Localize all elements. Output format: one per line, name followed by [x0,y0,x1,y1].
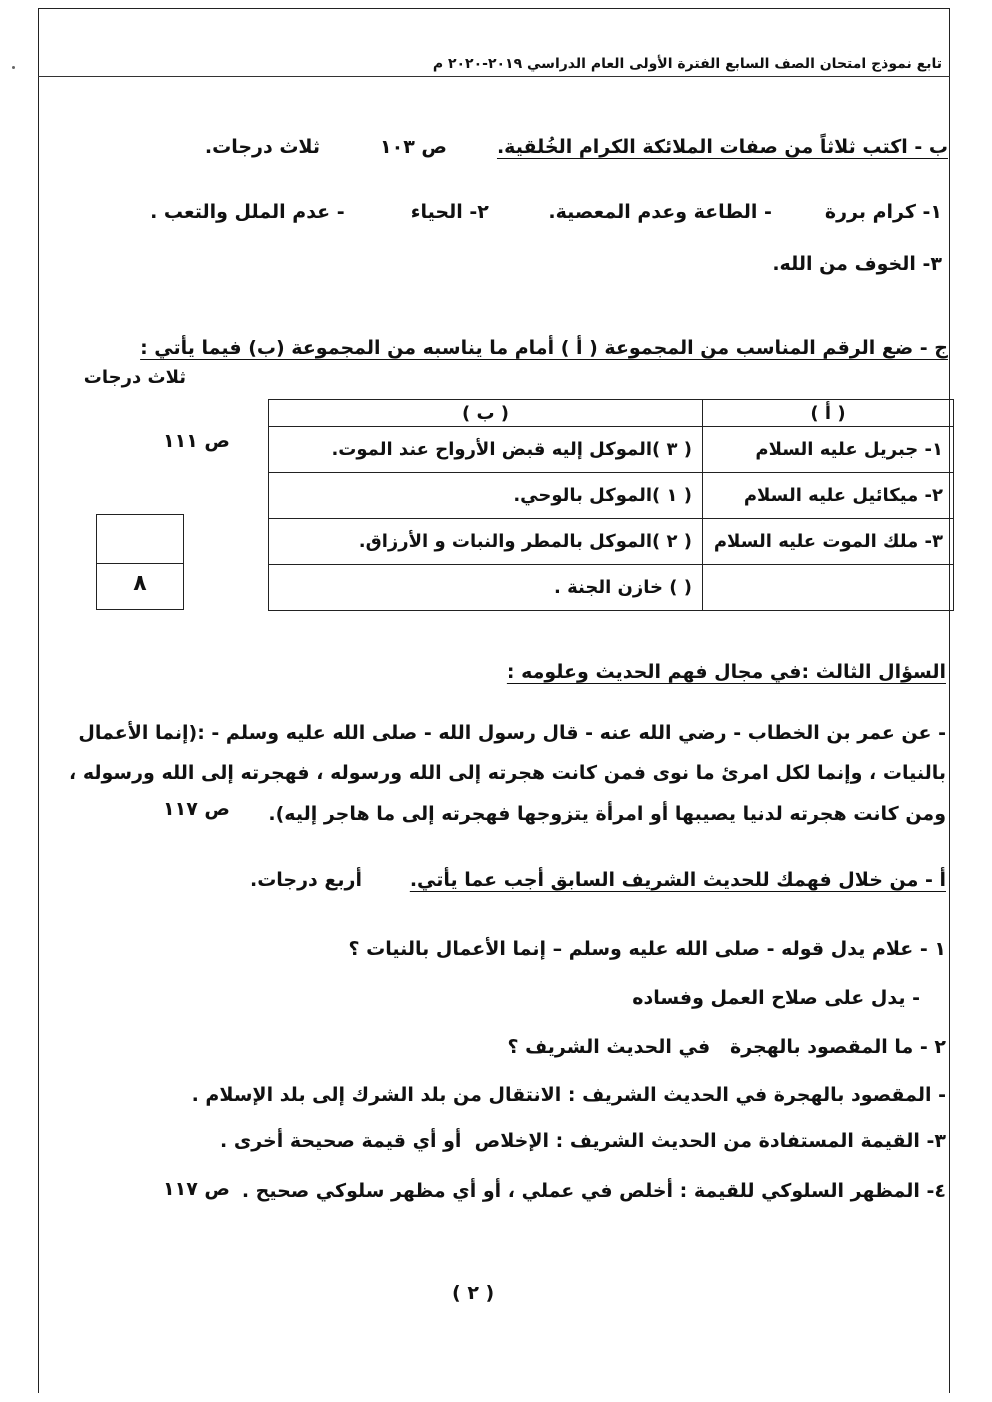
section-c-prompt [140,337,948,359]
section-b-prompt-text: ب - اكتب ثلاثاً من صفات الملائكة الكرام الخُلقية. [496,136,948,158]
exam-header: تابع نموذج امتحان الصف السابع الفترة الأولى العام الدراسي ٢٠١٩-٢٠٢٠ م [432,56,942,72]
question3-title [507,661,946,683]
matching-table-header-row [269,400,954,427]
column-a-cell [703,565,954,611]
section-b-page-ref: ص ١٠٣ [380,136,447,158]
hadith-line2: بالنيات ، وإنما لكل امرئ ما نوى فمن كانت هجرته إلى الله ورسوله ، فهجرته إلى الله ورسوله ، [69,762,946,784]
hadith-line3: ومن كانت هجرته لدنيا يصيبها أو امرأة يتزوجها فهجرته إلى ما هاجر إليه). [268,803,946,825]
section-b-marks: ثلاث درجات. [204,136,320,158]
table-row [269,519,954,565]
hadith-page-ref: ص ١١٧ [163,798,230,820]
section-c-marks: ثلاث درجات [83,367,186,388]
question-4-page-ref: ص ١١٧ [163,1178,230,1200]
grade-value: ٨ [133,571,147,596]
part-a-prompt [410,869,946,891]
part-a-marks: أربع درجات. [249,869,362,891]
question-1: ١ - علام يدل قوله - صلى الله عليه وسلم – إنما الأعمال بالنيات ؟ [348,938,946,960]
header-rule [38,76,950,77]
column-b-cell: ( ١ )الموكل بالوحي. [269,473,703,519]
section-b-answer-line2: ٣- الخوف من الله. [772,253,942,275]
table-row [269,565,954,611]
section-b-prompt [497,136,948,158]
column-b-cell: ( ) خازن الجنة . [269,565,703,611]
answer-1: - يدل على صلاح العمل وفساده [632,987,920,1009]
column-b-cell: ( ٣ )الموكل إليه قبض الأرواح عند الموت. [269,427,703,473]
question-4: ٤- المظهر السلوكي للقيمة : أخلص في عملي ، أو أي مظهر سلوكي صحيح . [241,1180,946,1202]
table-row [269,427,954,473]
column-a-cell: ٢- ميكائيل عليه السلام [703,473,954,519]
grade-box [96,514,184,610]
column-a-cell: ٣- ملك الموت عليه السلام [703,519,954,565]
question-3: ٣- القيمة المستفادة من الحديث الشريف : الإخلاص أو أي قيمة صحيحة أخرى . [219,1130,946,1152]
question3-title-text: السؤال الثالث :في مجال فهم الحديث وعلومه : [506,661,946,683]
column-b-cell: ( ٢ )الموكل بالمطر والنبات و الأرزاق. [269,519,703,565]
matching-table [268,399,954,611]
question-2: ٢ - ما المقصود بالهجرة في الحديث الشريف ؟ [507,1036,946,1058]
page-number: ( ٢ ) [452,1282,495,1304]
hadith-line1: - عن عمر بن الخطاب - رضي الله عنه - قال رسول الله - صلى الله عليه وسلم - :(إنما الأعمال [78,722,946,744]
column-a-header: ( أ ) [703,400,954,427]
part-a-prompt-text: أ - من خلال فهمك للحديث الشريف السابق أجب عما يأتي. [409,869,946,891]
scan-speck [12,66,15,69]
column-a-cell: ١- جبريل عليه السلام [703,427,954,473]
section-c-page-ref: ص ١١١ [163,430,230,452]
column-b-header: ( ب ) [269,400,703,427]
answer-2: - المقصود بالهجرة في الحديث الشريف : الانتقال من بلد الشرك إلى بلد الإسلام . [191,1084,946,1106]
frame-top-border [38,8,950,9]
grade-box-divider [97,563,183,564]
section-c-prompt-text: ج - ضع الرقم المناسب من المجموعة ( أ ) أمام ما يناسبه من المجموعة (ب) فيما يأتي : [140,337,948,359]
section-b-answer-line1: ١- كرام بررة - الطاعة وعدم المعصية. ٢- الحياء - عدم الملل والتعب . [150,201,942,223]
table-row [269,473,954,519]
